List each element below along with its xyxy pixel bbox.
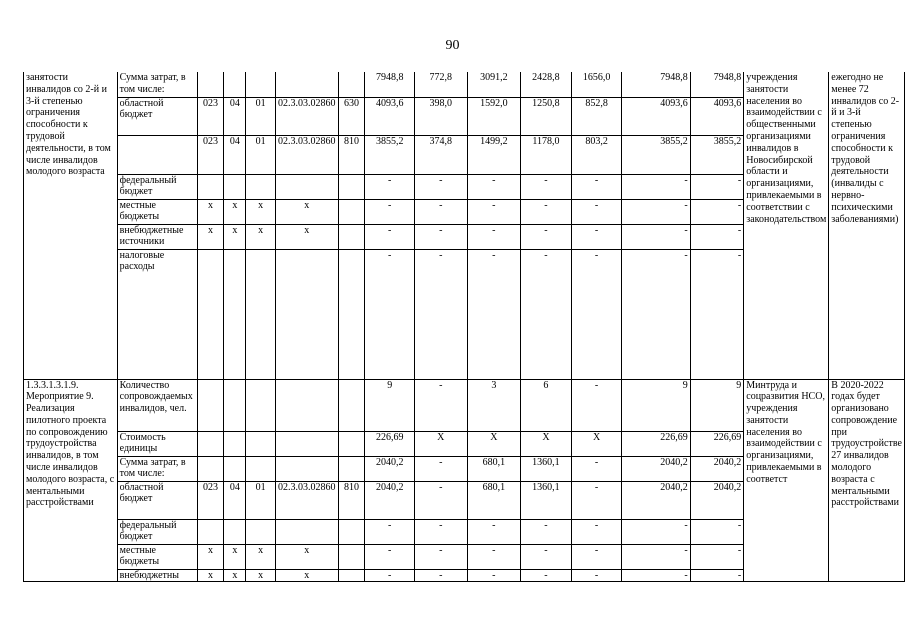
budget-code-rz: 04 [224,135,246,174]
cost-item-label: местные бюджеты [117,544,197,569]
value-cell: - [365,199,415,224]
value-cell: X [467,431,521,456]
budget-code-vr: 630 [338,97,365,135]
budget-code-csr: x [276,224,339,249]
cost-item-label: областной бюджет [117,481,197,519]
budget-code-csr: x [276,544,339,569]
budget-code-rz [224,249,246,379]
budget-code-vr [338,174,365,199]
budget-code-vr [338,519,365,544]
value-cell: - [467,519,521,544]
value-cell: - [622,249,690,379]
table-row [24,72,905,97]
value-cell: 680,1 [467,481,521,519]
cost-item-label: федеральный бюджет [117,174,197,199]
budget-code-pr [246,519,276,544]
budget-code-pr: x [246,199,276,224]
cost-item-label: Сумма затрат, в том числе: [117,456,197,481]
value-cell: - [690,224,744,249]
value-cell: - [571,224,622,249]
budget-code-csr [276,249,339,379]
value-cell: - [365,544,415,569]
value-cell: 1250,8 [521,97,572,135]
page-number: 90 [445,38,460,53]
budget-code-rz [224,174,246,199]
value-cell: 9 [690,379,744,431]
budget-code-vr [338,456,365,481]
budget-code-vr [338,379,365,431]
cost-item-label: федеральный бюджет [117,519,197,544]
value-cell: - [571,456,622,481]
table-row [24,379,905,431]
value-cell: 1360,1 [521,456,572,481]
value-cell: - [415,174,468,199]
value-cell: - [622,544,690,569]
value-cell: 2040,2 [690,456,744,481]
cost-item-label: внебюджетны [117,569,197,582]
budget-code-rz [224,379,246,431]
budget-code-pr: 01 [246,135,276,174]
budget-code-grbs: 023 [197,97,224,135]
cost-item-label: Количество сопровождаемых инвалидов, чел. [117,379,197,431]
budget-code-pr: x [246,544,276,569]
budget-code-pr [246,174,276,199]
value-cell: - [415,224,468,249]
value-cell: X [571,431,622,456]
value-cell: - [521,569,572,582]
value-cell: - [467,224,521,249]
budget-code-grbs [197,249,224,379]
value-cell: 3855,2 [690,135,744,174]
value-cell: 2428,8 [521,72,572,97]
value-cell: 4093,6 [365,97,415,135]
value-cell: - [415,199,468,224]
budget-code-rz: x [224,224,246,249]
value-cell: 9 [622,379,690,431]
value-cell: - [521,174,572,199]
budget-code-pr: 01 [246,481,276,519]
budget-code-csr: x [276,569,339,582]
budget-code-grbs: 023 [197,481,224,519]
measure-description-cell: занятости инвалидов со 2-й и 3-й степенью ограничения способности к трудовой деятельности, в том числе инвалидов молодого возраста [24,72,118,379]
value-cell: 7948,8 [690,72,744,97]
cost-item-label: Сумма затрат, в том числе: [117,72,197,97]
budget-code-csr [276,174,339,199]
budget-code-rz: 04 [224,481,246,519]
value-cell: - [521,224,572,249]
value-cell: - [622,174,690,199]
budget-code-rz [224,519,246,544]
value-cell: - [365,174,415,199]
value-cell: - [571,199,622,224]
value-cell: 1499,2 [467,135,521,174]
value-cell: 7948,8 [622,72,690,97]
value-cell: - [622,224,690,249]
budget-code-vr [338,569,365,582]
value-cell: - [521,519,572,544]
value-cell: 226,69 [365,431,415,456]
budget-code-csr [276,72,339,97]
value-cell: - [365,249,415,379]
value-cell: - [365,519,415,544]
value-cell: 2040,2 [690,481,744,519]
budget-code-pr: 01 [246,97,276,135]
value-cell: 3855,2 [622,135,690,174]
value-cell: - [571,249,622,379]
budget-code-csr: 02.3.03.02860 [276,135,339,174]
budget-code-pr: x [246,569,276,582]
budget-code-grbs [197,456,224,481]
budget-code-pr [246,456,276,481]
value-cell: 6 [521,379,572,431]
budget-code-pr [246,431,276,456]
budget-code-rz [224,456,246,481]
value-cell: 2040,2 [365,456,415,481]
value-cell: X [415,431,468,456]
value-cell: - [690,519,744,544]
value-cell: - [365,224,415,249]
budget-code-vr [338,199,365,224]
executor-cell: Минтруда и соцразвития НСО, учреждения занятости населения во взаимодействии с организациями, привлекаемыми в соответст [744,379,829,582]
value-cell: - [571,519,622,544]
value-cell: - [521,249,572,379]
value-cell: 4093,6 [622,97,690,135]
value-cell: 852,8 [571,97,622,135]
budget-code-pr [246,249,276,379]
value-cell: 1656,0 [571,72,622,97]
value-cell: - [622,199,690,224]
value-cell: 226,69 [690,431,744,456]
budget-code-vr [338,249,365,379]
result-cell: В 2020-2022 годах будет организовано сопровождение при трудоустройстве 27 инвалидов молодого возраста с ментальными расстройствами [829,379,905,582]
budget-code-rz [224,72,246,97]
value-cell: 226,69 [622,431,690,456]
budget-code-csr [276,431,339,456]
budget-code-pr [246,379,276,431]
budget-code-csr [276,519,339,544]
value-cell: - [415,544,468,569]
value-cell: - [415,379,468,431]
value-cell: 2040,2 [622,456,690,481]
value-cell: 4093,6 [690,97,744,135]
value-cell: - [467,544,521,569]
budget-code-grbs [197,431,224,456]
value-cell: 1360,1 [521,481,572,519]
value-cell: 3855,2 [365,135,415,174]
cost-item-label: налоговые расходы [117,249,197,379]
value-cell: - [690,249,744,379]
value-cell: - [690,199,744,224]
value-cell: 803,2 [571,135,622,174]
value-cell: - [571,174,622,199]
value-cell: 2040,2 [365,481,415,519]
budget-code-grbs: x [197,199,224,224]
budget-code-csr: 02.3.03.02860 [276,481,339,519]
value-cell: - [467,249,521,379]
result-cell: ежегодно не менее 72 инвалидов со 2-й и 3-й степенью ограничения способности к трудовой деятельности (инвалиды с нервно-психическими заболеваниями) [829,72,905,379]
budget-code-vr [338,72,365,97]
value-cell: 398,0 [415,97,468,135]
value-cell: 1178,0 [521,135,572,174]
value-cell: - [571,544,622,569]
value-cell: 772,8 [415,72,468,97]
budget-code-vr [338,431,365,456]
value-cell: - [467,174,521,199]
cost-item-label [117,135,197,174]
value-cell: - [415,481,468,519]
value-cell: - [415,569,468,582]
budget-code-vr [338,544,365,569]
value-cell: - [690,544,744,569]
budget-code-rz: 04 [224,97,246,135]
value-cell: 3 [467,379,521,431]
value-cell: - [415,249,468,379]
value-cell: 2040,2 [622,481,690,519]
budget-code-grbs [197,72,224,97]
budget-code-csr: 02.3.03.02860 [276,97,339,135]
budget-code-grbs: x [197,224,224,249]
value-cell: 374,8 [415,135,468,174]
value-cell: - [690,174,744,199]
budget-code-rz [224,431,246,456]
cost-item-label: областной бюджет [117,97,197,135]
cost-item-label: местные бюджеты [117,199,197,224]
budget-code-rz: x [224,199,246,224]
budget-code-grbs [197,174,224,199]
value-cell: 1592,0 [467,97,521,135]
budget-code-grbs: x [197,569,224,582]
budget-code-pr: x [246,224,276,249]
value-cell: - [521,199,572,224]
budget-code-vr [338,224,365,249]
cost-item-label: внебюджетные источники [117,224,197,249]
value-cell: 9 [365,379,415,431]
value-cell: - [622,569,690,582]
value-cell: 3091,2 [467,72,521,97]
value-cell: - [365,569,415,582]
value-cell: - [571,481,622,519]
budget-code-csr [276,456,339,481]
budget-code-vr: 810 [338,135,365,174]
budget-code-pr [246,72,276,97]
budget-code-vr: 810 [338,481,365,519]
budget-code-grbs [197,519,224,544]
value-cell: - [415,456,468,481]
value-cell: - [622,519,690,544]
budget-code-grbs: x [197,544,224,569]
value-cell: - [415,519,468,544]
budget-code-csr: x [276,199,339,224]
budget-code-csr [276,379,339,431]
budget-code-rz: x [224,569,246,582]
budget-code-grbs: 023 [197,135,224,174]
value-cell: 7948,8 [365,72,415,97]
executor-cell: учреждения занятости населения во взаимодействии с общественными организациями инвалидов в Новосибирской области и организациями, привлекаемыми в соответствии с законодательством [744,72,829,379]
budget-code-grbs [197,379,224,431]
value-cell: 680,1 [467,456,521,481]
budget-table [23,72,905,582]
value-cell: - [571,379,622,431]
budget-code-rz: x [224,544,246,569]
value-cell: - [571,569,622,582]
value-cell: - [467,199,521,224]
cost-item-label: Стоимость единицы [117,431,197,456]
value-cell: - [690,569,744,582]
measure-description-cell: 1.3.3.1.3.1.9. Мероприятие 9. Реализация пилотного проекта по сопровождению трудоустройства инвалидов, в том числе инвалидов молодого возраста, с ментальными расстройствами [24,379,118,582]
value-cell: X [521,431,572,456]
value-cell: - [521,544,572,569]
value-cell: - [467,569,521,582]
